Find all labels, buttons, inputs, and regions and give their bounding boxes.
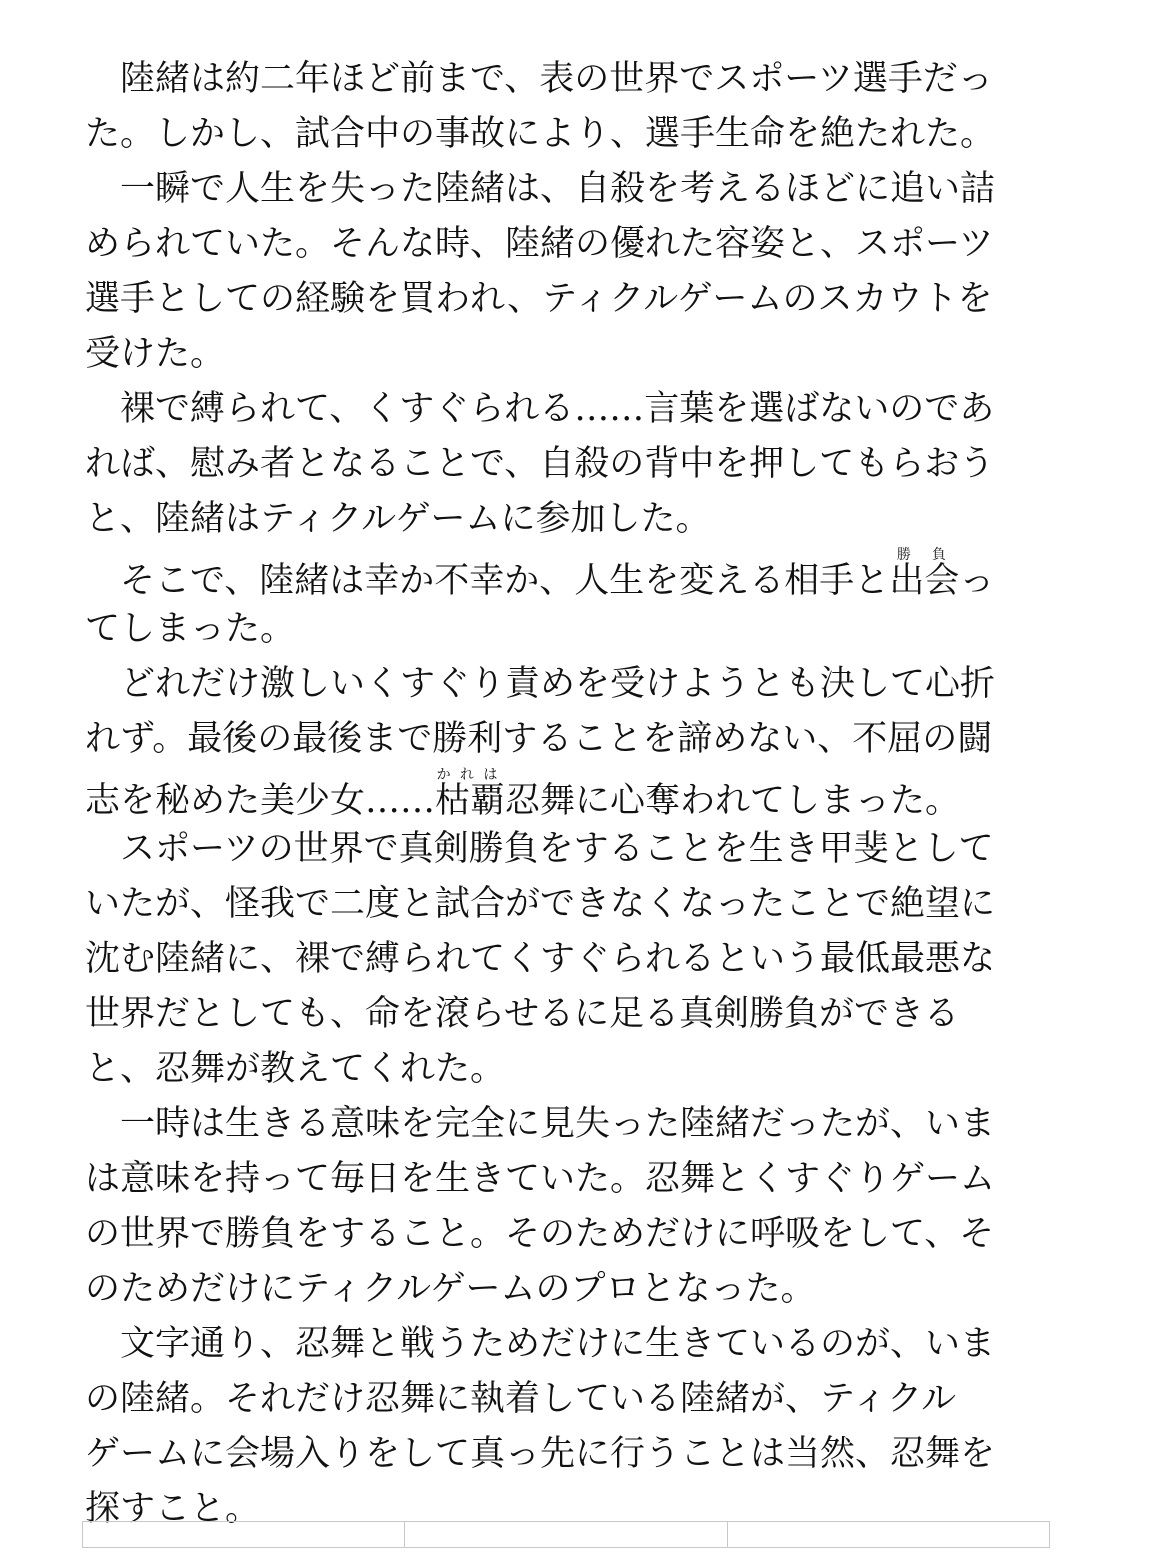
footer-row xyxy=(83,1522,1050,1548)
text-line: 裸で縛られて、くすぐられる……言葉を選ばないのであ xyxy=(120,389,995,429)
text-line: いたが、怪我で二度と試合ができなくなったことで絶望に xyxy=(85,884,996,924)
footer-cell xyxy=(83,1522,405,1548)
text-line: 文字通り、忍舞と戦うためだけに生きているのが、いま xyxy=(120,1324,996,1364)
footer-cell xyxy=(727,1522,1049,1548)
paragraph xyxy=(85,52,1045,162)
text-segment: 忍舞に心奪われてしまった。 xyxy=(505,781,961,821)
document-body xyxy=(85,52,1045,1537)
paragraph xyxy=(85,822,1045,1097)
ruby-reading: かれは xyxy=(435,767,506,783)
text-line: の陸緒。それだけ忍舞に執着している陸緒が、ティクル xyxy=(85,1379,957,1419)
furigana-word xyxy=(435,767,506,821)
text-line: どれだけ激しいくすぐり責めを受けようとも決して心折 xyxy=(120,664,996,704)
ruby-reading: 勝負 xyxy=(889,547,960,563)
text-line: ゲームに会場入りをして真っ先に行うことは当然、忍舞を xyxy=(85,1434,996,1474)
ruby-base: 枯覇 xyxy=(435,781,506,821)
furigana-word xyxy=(889,547,960,601)
text-line: 世界だとしても、命を滾らせるに足る真剣勝負ができる xyxy=(85,994,959,1034)
paragraph xyxy=(85,1317,1045,1537)
paragraph xyxy=(85,657,1045,822)
paragraph xyxy=(85,382,1045,547)
text-line: れず。最後の最後まで勝利することを諦めない、不屈の闘 xyxy=(85,719,993,759)
text-line: 沈む陸緒に、裸で縛られてくすぐられるという最低最悪な xyxy=(85,939,996,979)
text-line xyxy=(85,547,1045,602)
text-line: 陸緒は約二年ほど前まで、表の世界でスポーツ選手だっ xyxy=(120,59,993,99)
text-line: た。しかし、試合中の事故により、選手生命を絶たれた。 xyxy=(85,114,996,154)
text-line: と、忍舞が教えてくれた。 xyxy=(85,1049,506,1089)
text-line: められていた。そんな時、陸緒の優れた容姿と、スポーツ xyxy=(85,224,994,264)
text-line: てしまった。 xyxy=(85,609,296,649)
text-line: 一瞬で人生を失った陸緒は、自殺を考えるほどに追い詰 xyxy=(120,169,996,209)
paragraph xyxy=(85,547,1045,657)
text-line xyxy=(85,767,1045,822)
text-segment: そこで、陸緒は幸か不幸か、人生を変える相手と xyxy=(120,561,890,601)
text-line: は意味を持って毎日を生きていた。忍舞とくすぐりゲーム xyxy=(85,1159,996,1199)
text-line: 受けた。 xyxy=(85,334,226,374)
text-line: れば、慰み者となることで、自殺の背中を押してもらおう xyxy=(85,444,995,484)
text-line: の世界で勝負をすること。そのためだけに呼吸をして、そ xyxy=(85,1214,995,1254)
text-segment: っ xyxy=(959,561,995,601)
footer-table xyxy=(82,1521,1050,1548)
text-segment: 志を秘めた美少女…… xyxy=(85,781,436,821)
text-line: のためだけにティクルゲームのプロとなった。 xyxy=(85,1269,816,1309)
text-line: 選手としての経験を買われ、ティクルゲームのスカウトを xyxy=(85,279,993,319)
ruby-base: 出会 xyxy=(889,561,960,601)
text-line: と、陸緒はティクルゲームに参加した。 xyxy=(85,499,711,539)
paragraph xyxy=(85,162,1045,382)
footer-cell xyxy=(405,1522,727,1548)
text-line: 一時は生きる意味を完全に見失った陸緒だったが、いま xyxy=(120,1104,996,1144)
text-line: スポーツの世界で真剣勝負をすることを生き甲斐として xyxy=(120,829,994,869)
text-line: 探すこと。 xyxy=(85,1489,261,1529)
paragraph xyxy=(85,1097,1045,1317)
